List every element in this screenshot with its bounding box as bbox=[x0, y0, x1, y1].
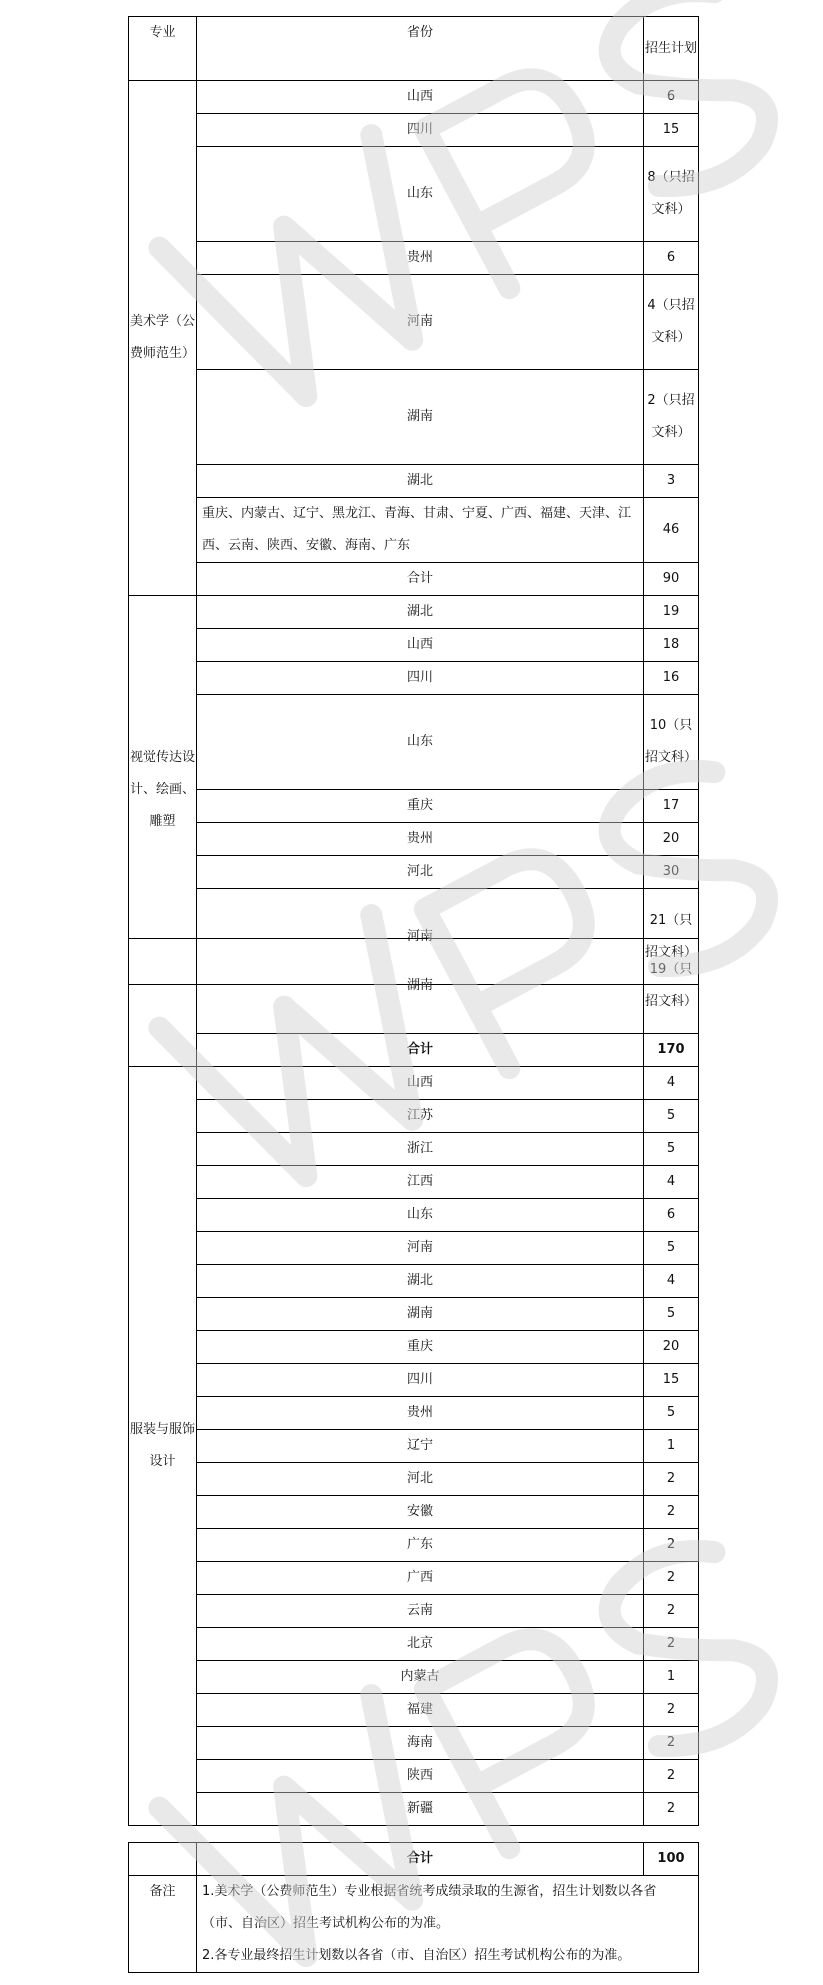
plan-cell: 2 bbox=[644, 1463, 699, 1496]
major-fine-arts: 美术学（公费师范生） bbox=[129, 81, 197, 596]
plan-cell: 5 bbox=[644, 1397, 699, 1430]
province-cell: 广西 bbox=[197, 1562, 644, 1595]
plan-cell: 2 bbox=[644, 1793, 699, 1826]
province-cell: 湖北 bbox=[197, 465, 644, 498]
province-cell: 福建 bbox=[197, 1694, 644, 1727]
major-visual-design: 视觉传达设计、绘画、雕塑 bbox=[129, 596, 197, 985]
province-cell: 河南 bbox=[197, 275, 644, 370]
plan-cell: 1 bbox=[644, 1661, 699, 1694]
province-cell: 山东 bbox=[197, 695, 644, 790]
plan-cell: 17 bbox=[644, 790, 699, 823]
plan-cell: 6 bbox=[644, 81, 699, 114]
header-plan: 招生计划 bbox=[644, 17, 699, 81]
province-cell: 湖南 bbox=[197, 370, 644, 465]
total-value: 100 bbox=[644, 1843, 699, 1876]
province-cell: 江西 bbox=[197, 1166, 644, 1199]
notes-label: 备注 bbox=[129, 1876, 197, 1973]
province-cell: 河南 bbox=[197, 1232, 644, 1265]
subtotal-value: 170 bbox=[644, 1034, 699, 1067]
plan-cell: 2 bbox=[644, 1595, 699, 1628]
plan-cell: 30 bbox=[644, 856, 699, 889]
province-cell: 浙江 bbox=[197, 1133, 644, 1166]
province-cell: 山西 bbox=[197, 629, 644, 662]
plan-cell: 2 bbox=[644, 1496, 699, 1529]
plan-cell: 6 bbox=[644, 242, 699, 275]
plan-cell: 4 bbox=[644, 1166, 699, 1199]
plan-table-part-2 bbox=[128, 938, 699, 1826]
province-cell: 山西 bbox=[197, 81, 644, 114]
province-cell: 贵州 bbox=[197, 242, 644, 275]
total-label: 合计 bbox=[197, 1843, 644, 1876]
plan-cell: 5 bbox=[644, 1232, 699, 1265]
province-cell: 河南 bbox=[197, 889, 644, 985]
province-cell: 湖北 bbox=[197, 1265, 644, 1298]
plan-cell: 4 bbox=[644, 1067, 699, 1100]
province-cell: 山西 bbox=[197, 1067, 644, 1100]
plan-cell: 4（只招文科） bbox=[644, 275, 699, 370]
plan-cell: 5 bbox=[644, 1100, 699, 1133]
province-cell: 陕西 bbox=[197, 1760, 644, 1793]
plan-cell: 20 bbox=[644, 823, 699, 856]
header-province: 省份 bbox=[197, 17, 644, 81]
plan-cell: 1 bbox=[644, 1430, 699, 1463]
plan-cell: 3 bbox=[644, 465, 699, 498]
province-cell: 四川 bbox=[197, 1364, 644, 1397]
plan-cell: 2 bbox=[644, 1694, 699, 1727]
plan-cell: 19（只招文科） bbox=[644, 939, 699, 1034]
plan-cell: 19 bbox=[644, 596, 699, 629]
province-cell: 河北 bbox=[197, 1463, 644, 1496]
note-line-1b: （市、自治区）招生考试机构公布的为准。 bbox=[202, 1916, 450, 1931]
note-line-2: 2.各专业最终招生计划数以各省（市、自治区）招生考试机构公布的为准。 bbox=[202, 1948, 631, 1963]
province-cell: 江苏 bbox=[197, 1100, 644, 1133]
province-cell: 湖南 bbox=[197, 939, 644, 1034]
plan-cell: 15 bbox=[644, 1364, 699, 1397]
plan-table-part-3 bbox=[128, 1842, 699, 1973]
plan-cell: 2 bbox=[644, 1727, 699, 1760]
plan-cell: 15 bbox=[644, 114, 699, 147]
major-fashion-design: 服装与服饰设计 bbox=[129, 1067, 197, 1826]
plan-cell: 2（只招文科） bbox=[644, 370, 699, 465]
province-cell: 辽宁 bbox=[197, 1430, 644, 1463]
plan-cell: 2 bbox=[644, 1562, 699, 1595]
plan-cell: 46 bbox=[644, 498, 699, 563]
province-cell: 山东 bbox=[197, 1199, 644, 1232]
plan-cell: 21（只招文科） bbox=[644, 889, 699, 985]
province-cell: 重庆 bbox=[197, 790, 644, 823]
subtotal-label: 合计 bbox=[197, 563, 644, 596]
plan-cell: 2 bbox=[644, 1529, 699, 1562]
province-cell: 四川 bbox=[197, 114, 644, 147]
province-cell: 北京 bbox=[197, 1628, 644, 1661]
plan-cell: 5 bbox=[644, 1133, 699, 1166]
province-cell: 四川 bbox=[197, 662, 644, 695]
plan-cell: 18 bbox=[644, 629, 699, 662]
header-major: 专业 bbox=[129, 17, 197, 81]
plan-cell: 16 bbox=[644, 662, 699, 695]
plan-cell: 2 bbox=[644, 1760, 699, 1793]
plan-cell: 5 bbox=[644, 1298, 699, 1331]
notes-content bbox=[197, 1876, 699, 1973]
province-cell: 新疆 bbox=[197, 1793, 644, 1826]
province-cell: 山东 bbox=[197, 147, 644, 242]
province-cell: 广东 bbox=[197, 1529, 644, 1562]
province-cell-multi: 重庆、内蒙古、辽宁、黑龙江、青海、甘肃、宁夏、广西、福建、天津、江西、云南、陕西、安徽、海南、广东 bbox=[197, 498, 644, 563]
province-cell: 湖南 bbox=[197, 1298, 644, 1331]
plan-cell: 10（只招文科） bbox=[644, 695, 699, 790]
plan-cell: 20 bbox=[644, 1331, 699, 1364]
province-cell: 贵州 bbox=[197, 1397, 644, 1430]
subtotal-label: 合计 bbox=[197, 1034, 644, 1067]
plan-cell: 4 bbox=[644, 1265, 699, 1298]
province-cell: 湖北 bbox=[197, 596, 644, 629]
plan-cell: 8（只招文科） bbox=[644, 147, 699, 242]
plan-table-part-1 bbox=[128, 16, 699, 985]
province-cell: 重庆 bbox=[197, 1331, 644, 1364]
province-cell: 安徽 bbox=[197, 1496, 644, 1529]
province-cell: 云南 bbox=[197, 1595, 644, 1628]
note-line-1a: 1.美术学（公费师范生）专业根据省统考成绩录取的生源省，招生计划数以各省 bbox=[202, 1884, 657, 1899]
province-cell: 贵州 bbox=[197, 823, 644, 856]
plan-cell: 6 bbox=[644, 1199, 699, 1232]
province-cell: 内蒙古 bbox=[197, 1661, 644, 1694]
plan-cell: 2 bbox=[644, 1628, 699, 1661]
subtotal-value: 90 bbox=[644, 563, 699, 596]
province-cell: 河北 bbox=[197, 856, 644, 889]
province-cell: 海南 bbox=[197, 1727, 644, 1760]
